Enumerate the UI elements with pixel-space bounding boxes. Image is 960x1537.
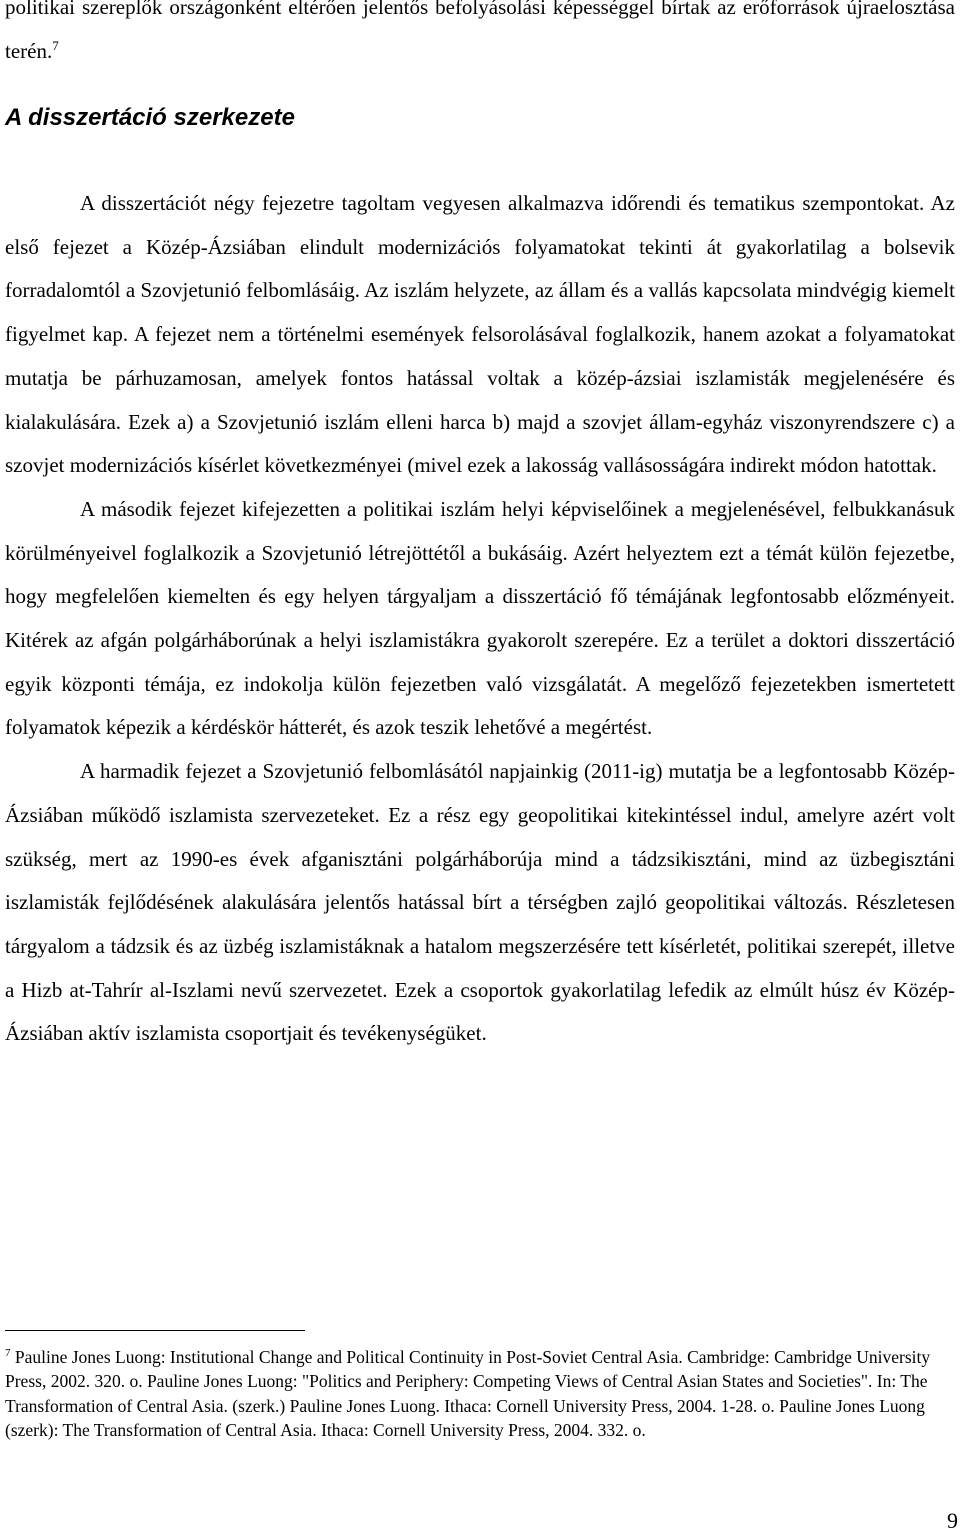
paragraph-chapter-three: A harmadik fejezet a Szovjetunió felbomlásától napjainkig (2011-ig) mutatja be a legfontosabb Közép-Ázsiában működő iszlamista szervezeteket. Ez a rész egy geopolitikai kitekintéssel indul, amelyre azért volt szükség, mert az 1990-es évek afganisztáni polgárháborúja mind a tádzsikisztáni, mind az üzbegisztáni iszlamisták fejlődésének alakulására jelentős hatással bírt a térségben zajló geopolitikai változás. Részletesen tárgyalom a tádzsik és az üzbég iszlamistáknak a hatalom megszerzésére tett kísérletét, politikai szerepét, illetve a Hizb at-Tahrír al-Iszlami nevű szervezetet. Ezek a csoportok gyakorlatilag lefedik az elmúlt húsz év Közép-Ázsiában aktív iszlamista csoportjait és tevékenységüket. <box>5 759 955 1046</box>
footnote-divider <box>5 1330 305 1331</box>
body-text <box>5 182 955 1056</box>
footnote <box>5 1345 945 1443</box>
section-heading: A disszertáció szerkezete <box>5 104 295 131</box>
footnote-text: Pauline Jones Luong: Institutional Change and Political Continuity in Post-Soviet Central Asia. Cambridge: Cambridge University Press, 2002. 320. o. Pauline Jones Luong: "Politics and Periphery: Competing Views of Central Asian States and Societies". In: The Transformation of Central Asia. (szerk.) Pauline Jones Luong. Ithaca: Cornell University Press, 2004. 1-28. o. Pauline Jones Luong (szerk): The Transformation of Central Asia. Ithaca: Cornell University Press, 2004. 332. o. <box>5 1347 931 1441</box>
page-number: 9 <box>947 1508 958 1533</box>
intro-paragraph <box>5 0 955 73</box>
paragraph-chapter-one: A disszertációt négy fejezetre tagoltam vegyesen alkalmazva időrendi és tematikus szempontokat. Az első fejezet a Közép-Ázsiában elindult modernizációs folyamatokat tekinti át gyakorlatilag a bolsevik forradalomtól a Szovjetunió felbomlásáig. Az iszlám helyzete, az állam és a vallás kapcsolata mindvégig kiemelt figyelmet kap. A fejezet nem a történelmi események felsorolásával foglalkozik, hanem azokat a folyamatokat mutatja be párhuzamosan, amelyek fontos hatással voltak a közép-ázsiai iszlamisták megjelenésére és kialakulására. Ezek a) a Szovjetunió iszlám elleni harca b) majd a szovjet állam-egyház viszonyrendszere c) a szovjet modernizációs kísérlet következményei (mivel ezek a lakosság vallásosságára indirekt módon hatottak. <box>5 191 955 478</box>
intro-text: politikai szereplők országonként eltérően jelentős befolyásolási képességgel bírtak az erőforrások újraelosztása terén. <box>5 0 955 63</box>
footnote-number: 7 <box>5 1347 11 1360</box>
paragraph-chapter-two: A második fejezet kifejezetten a politikai iszlám helyi képviselőinek a megjelenésével, felbukkanásuk körülményeivel foglalkozik a Szovjetunió létrejöttétől a bukásáig. Azért helyeztem ezt a témát külön fejezetbe, hogy megfelelően kiemelten és egy helyen tárgyaljam a disszertáció fő témájának legfontosabb előzményeit. Kitérek az afgán polgárháborúnak a helyi iszlamistákra gyakorolt szerepére. Ez a terület a doktori disszertáció egyik központi témája, ez indokolja külön fejezetben való vizsgálatát. A megelőző fejezetekben ismertetett folyamatok képezik a kérdéskör hátterét, és azok teszik lehetővé a megértést. <box>5 496 955 740</box>
footnote-reference[interactable]: 7 <box>52 37 59 53</box>
